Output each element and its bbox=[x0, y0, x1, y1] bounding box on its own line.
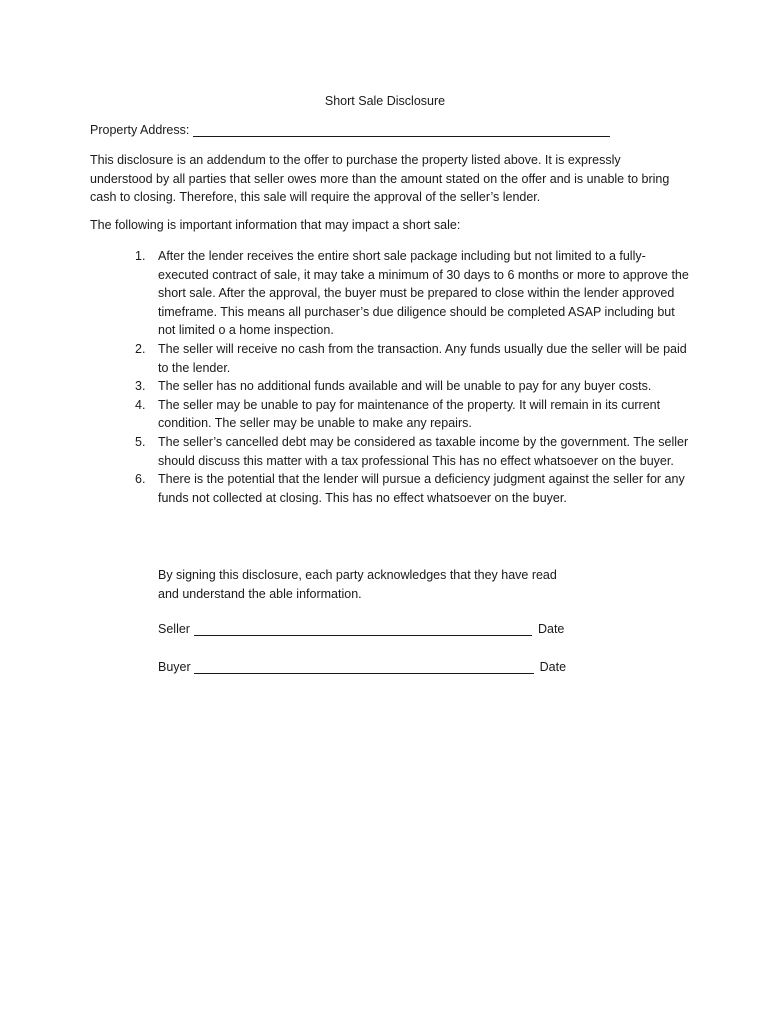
seller-signature-field[interactable] bbox=[194, 622, 532, 636]
property-address-row bbox=[90, 123, 610, 137]
property-address-field[interactable] bbox=[193, 123, 610, 137]
list-item-text: The seller will receive no cash from the transaction. Any funds usually due the seller will be paid to the lender. bbox=[158, 341, 687, 375]
disclosure-list bbox=[130, 247, 690, 507]
list-item bbox=[130, 396, 690, 433]
list-item-number: 1. bbox=[135, 249, 146, 263]
following-heading: The following is important information that may impact a short sale: bbox=[90, 218, 461, 232]
buyer-label: Buyer bbox=[158, 660, 191, 674]
property-address-label: Property Address: bbox=[90, 123, 190, 137]
intro-paragraph: This disclosure is an addendum to the offer to purchase the property listed above. It is expressly understood by all parties that seller owes more than the amount stated on the offer and is unable to bring cash to closing. Therefore, this sale will require the approval of the seller’s lender. bbox=[90, 153, 670, 205]
list-item-number: 4. bbox=[135, 397, 146, 412]
list-item-number: 3. bbox=[135, 379, 146, 394]
seller-date-label: Date bbox=[537, 622, 565, 636]
list-item-text: The seller may be unable to pay for maintenance of the property. It will remain in its current condition. The seller may be unable to make any repairs. bbox=[158, 397, 661, 431]
list-item bbox=[130, 377, 690, 396]
list-item-number: 6. bbox=[135, 472, 146, 487]
list-item-text: The seller has no additional funds available and will be unable to pay for any buyer costs. bbox=[158, 379, 652, 394]
acknowledgement-paragraph: By signing this disclosure, each party acknowledges that they have read and understand the able information. bbox=[158, 568, 557, 601]
seller-signature-row bbox=[158, 622, 578, 636]
list-item-number: 2. bbox=[135, 341, 146, 356]
list-item-text: There is the potential that the lender will pursue a deficiency judgment against the seller for any funds not collected at closing. This has no effect whatsoever on the buyer. bbox=[158, 472, 685, 505]
list-item-text: The seller’s cancelled debt may be considered as taxable income by the government. The seller should discuss this matter with a tax professional This has no effect whatsoever on the buyer. bbox=[158, 434, 689, 468]
buyer-signature-row bbox=[158, 660, 578, 674]
list-item-number: 5. bbox=[135, 434, 146, 449]
buyer-signature-field[interactable] bbox=[194, 660, 534, 674]
list-item bbox=[130, 247, 690, 340]
list-item bbox=[130, 340, 690, 377]
list-item bbox=[130, 433, 690, 470]
list-item-text: After the lender receives the entire short sale package including but not limited to a fully-executed contract of sale, it may take a minimum of 30 days to 6 months or more to approve the short sale. After the approval, the buyer must be prepared to close within the lender approved timeframe. This means all purchaser’s due diligence should be completed ASAP including but not limited o a home inspection. bbox=[158, 249, 689, 338]
document-title: Short Sale Disclosure bbox=[324, 94, 446, 108]
list-item bbox=[130, 470, 690, 507]
buyer-date-label: Date bbox=[539, 660, 567, 674]
seller-label: Seller bbox=[158, 622, 190, 636]
